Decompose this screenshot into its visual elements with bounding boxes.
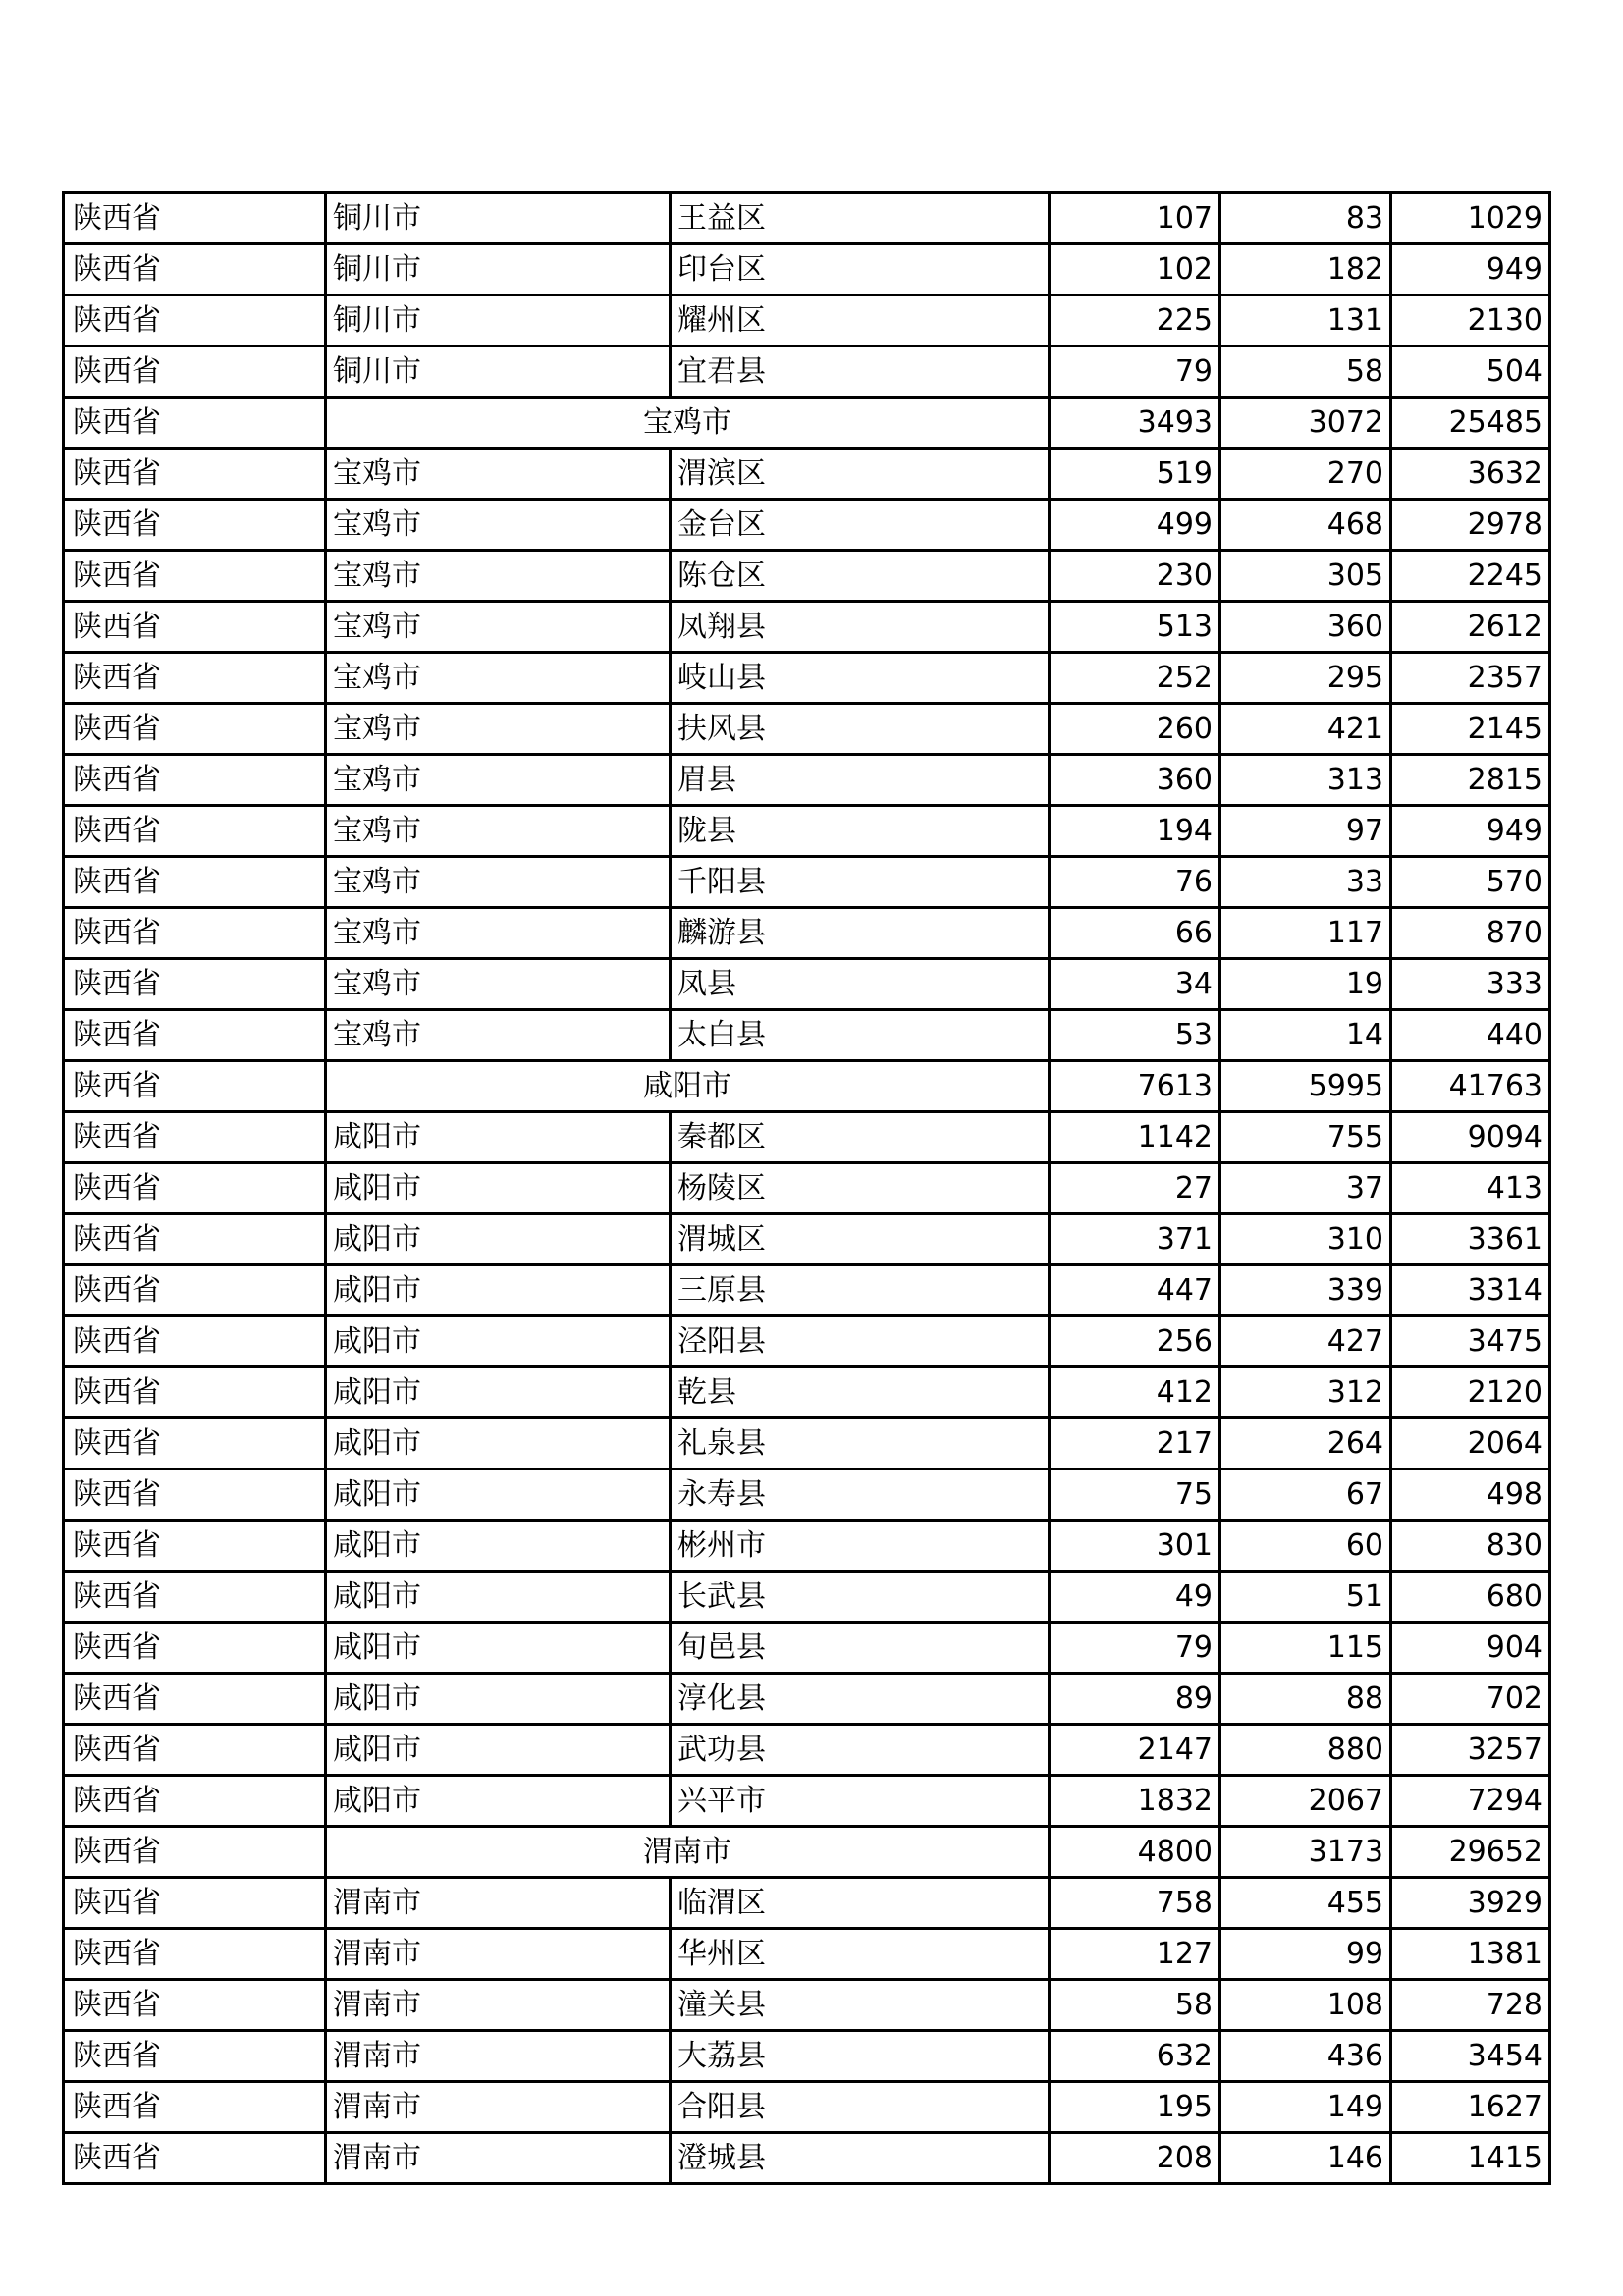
value-cell-3: 25485 — [1391, 398, 1550, 449]
district-cell: 凤县 — [671, 959, 1050, 1010]
city-cell: 咸阳市 — [326, 1367, 671, 1418]
district-cell: 临渭区 — [671, 1878, 1050, 1929]
city-cell: 咸阳市 — [326, 1163, 671, 1214]
value-cell-1: 632 — [1050, 2031, 1220, 2082]
city-cell: 铜川市 — [326, 295, 671, 347]
value-cell-1: 217 — [1050, 1418, 1220, 1469]
table-row — [64, 806, 1550, 857]
value-cell-1: 76 — [1050, 857, 1220, 908]
value-cell-3: 41763 — [1391, 1061, 1550, 1112]
province-cell: 陕西省 — [64, 1623, 326, 1674]
province-cell: 陕西省 — [64, 2082, 326, 2133]
value-cell-3: 3632 — [1391, 449, 1550, 500]
district-cell: 眉县 — [671, 755, 1050, 806]
value-cell-2: 37 — [1220, 1163, 1391, 1214]
value-cell-3: 830 — [1391, 1521, 1550, 1572]
table-row — [64, 1163, 1550, 1214]
value-cell-2: 436 — [1220, 2031, 1391, 2082]
value-cell-3: 1627 — [1391, 2082, 1550, 2133]
province-cell: 陕西省 — [64, 1010, 326, 1061]
value-cell-3: 9094 — [1391, 1112, 1550, 1163]
value-cell-2: 305 — [1220, 551, 1391, 602]
value-cell-1: 499 — [1050, 500, 1220, 551]
value-cell-3: 2612 — [1391, 602, 1550, 653]
district-cell: 合阳县 — [671, 2082, 1050, 2133]
value-cell-2: 295 — [1220, 653, 1391, 704]
value-cell-1: 447 — [1050, 1265, 1220, 1316]
table-row — [64, 1878, 1550, 1929]
value-cell-2: 88 — [1220, 1674, 1391, 1725]
value-cell-1: 79 — [1050, 1623, 1220, 1674]
value-cell-2: 60 — [1220, 1521, 1391, 1572]
value-cell-3: 413 — [1391, 1163, 1550, 1214]
district-cell: 彬州市 — [671, 1521, 1050, 1572]
value-cell-1: 107 — [1050, 193, 1220, 244]
value-cell-3: 702 — [1391, 1674, 1550, 1725]
table-row — [64, 755, 1550, 806]
value-cell-1: 256 — [1050, 1316, 1220, 1367]
value-cell-2: 360 — [1220, 602, 1391, 653]
city-cell: 渭南市 — [326, 1929, 671, 1980]
city-cell: 铜川市 — [326, 193, 671, 244]
province-cell: 陕西省 — [64, 500, 326, 551]
province-cell: 陕西省 — [64, 1827, 326, 1878]
value-cell-2: 97 — [1220, 806, 1391, 857]
province-cell: 陕西省 — [64, 602, 326, 653]
city-cell: 咸阳市 — [326, 1214, 671, 1265]
district-cell: 长武县 — [671, 1572, 1050, 1623]
value-cell-3: 2245 — [1391, 551, 1550, 602]
value-cell-2: 51 — [1220, 1572, 1391, 1623]
district-cell: 千阳县 — [671, 857, 1050, 908]
table-row — [64, 551, 1550, 602]
table-row — [64, 1521, 1550, 1572]
value-cell-3: 1381 — [1391, 1929, 1550, 1980]
district-cell: 金台区 — [671, 500, 1050, 551]
table-row — [64, 959, 1550, 1010]
value-cell-3: 949 — [1391, 244, 1550, 295]
value-cell-3: 680 — [1391, 1572, 1550, 1623]
province-cell: 陕西省 — [64, 347, 326, 398]
table-row — [64, 1929, 1550, 1980]
city-cell: 咸阳市 — [326, 1265, 671, 1316]
province-cell: 陕西省 — [64, 1929, 326, 1980]
table-row — [64, 1010, 1550, 1061]
value-cell-1: 27 — [1050, 1163, 1220, 1214]
value-cell-1: 252 — [1050, 653, 1220, 704]
district-cell: 大荔县 — [671, 2031, 1050, 2082]
province-cell: 陕西省 — [64, 1367, 326, 1418]
table-row — [64, 653, 1550, 704]
table-row — [64, 2031, 1550, 2082]
value-cell-3: 728 — [1391, 1980, 1550, 2031]
value-cell-2: 115 — [1220, 1623, 1391, 1674]
province-cell: 陕西省 — [64, 959, 326, 1010]
table-row — [64, 1316, 1550, 1367]
city-cell: 渭南市 — [326, 1878, 671, 1929]
value-cell-1: 102 — [1050, 244, 1220, 295]
district-cell: 凤翔县 — [671, 602, 1050, 653]
value-cell-2: 421 — [1220, 704, 1391, 755]
value-cell-3: 3475 — [1391, 1316, 1550, 1367]
city-cell: 咸阳市 — [326, 1776, 671, 1827]
district-cell: 三原县 — [671, 1265, 1050, 1316]
province-cell: 陕西省 — [64, 857, 326, 908]
value-cell-1: 301 — [1050, 1521, 1220, 1572]
district-cell: 岐山县 — [671, 653, 1050, 704]
subtotal-row — [64, 1061, 1550, 1112]
province-cell: 陕西省 — [64, 755, 326, 806]
district-cell: 印台区 — [671, 244, 1050, 295]
district-cell: 兴平市 — [671, 1776, 1050, 1827]
value-cell-3: 949 — [1391, 806, 1550, 857]
city-cell: 铜川市 — [326, 244, 671, 295]
value-cell-3: 440 — [1391, 1010, 1550, 1061]
city-cell: 宝鸡市 — [326, 449, 671, 500]
value-cell-1: 7613 — [1050, 1061, 1220, 1112]
value-cell-2: 182 — [1220, 244, 1391, 295]
province-cell: 陕西省 — [64, 1214, 326, 1265]
city-cell: 渭南市 — [326, 2031, 671, 2082]
table-row — [64, 449, 1550, 500]
district-cell: 淳化县 — [671, 1674, 1050, 1725]
city-cell: 咸阳市 — [326, 1112, 671, 1163]
district-cell: 陈仓区 — [671, 551, 1050, 602]
district-cell: 太白县 — [671, 1010, 1050, 1061]
city-cell: 宝鸡市 — [326, 1010, 671, 1061]
value-cell-1: 66 — [1050, 908, 1220, 959]
value-cell-3: 2357 — [1391, 653, 1550, 704]
table-row — [64, 1980, 1550, 2031]
table-row — [64, 2082, 1550, 2133]
table-row — [64, 2133, 1550, 2184]
district-cell: 礼泉县 — [671, 1418, 1050, 1469]
value-cell-2: 270 — [1220, 449, 1391, 500]
province-cell: 陕西省 — [64, 1112, 326, 1163]
table-row — [64, 908, 1550, 959]
table-row — [64, 857, 1550, 908]
value-cell-1: 758 — [1050, 1878, 1220, 1929]
table-row — [64, 1725, 1550, 1776]
table-row — [64, 1776, 1550, 1827]
value-cell-2: 99 — [1220, 1929, 1391, 1980]
subtotal-row — [64, 398, 1550, 449]
value-cell-1: 58 — [1050, 1980, 1220, 2031]
value-cell-2: 108 — [1220, 1980, 1391, 2031]
province-cell: 陕西省 — [64, 295, 326, 347]
value-cell-2: 146 — [1220, 2133, 1391, 2184]
table-row — [64, 1572, 1550, 1623]
district-cell: 乾县 — [671, 1367, 1050, 1418]
value-cell-1: 34 — [1050, 959, 1220, 1010]
statistics-table — [62, 191, 1551, 2185]
value-cell-3: 2064 — [1391, 1418, 1550, 1469]
district-cell: 秦都区 — [671, 1112, 1050, 1163]
value-cell-1: 194 — [1050, 806, 1220, 857]
province-cell: 陕西省 — [64, 806, 326, 857]
city-cell: 咸阳市 — [326, 1623, 671, 1674]
province-cell: 陕西省 — [64, 1061, 326, 1112]
table-row — [64, 1418, 1550, 1469]
table-row — [64, 1623, 1550, 1674]
value-cell-1: 89 — [1050, 1674, 1220, 1725]
value-cell-3: 904 — [1391, 1623, 1550, 1674]
city-cell: 宝鸡市 — [326, 806, 671, 857]
city-subtotal-cell: 渭南市 — [326, 1827, 1050, 1878]
value-cell-1: 208 — [1050, 2133, 1220, 2184]
province-cell: 陕西省 — [64, 193, 326, 244]
district-cell: 旬邑县 — [671, 1623, 1050, 1674]
value-cell-3: 570 — [1391, 857, 1550, 908]
value-cell-2: 264 — [1220, 1418, 1391, 1469]
value-cell-2: 14 — [1220, 1010, 1391, 1061]
table-row — [64, 1367, 1550, 1418]
table-row — [64, 500, 1550, 551]
value-cell-1: 225 — [1050, 295, 1220, 347]
province-cell: 陕西省 — [64, 1163, 326, 1214]
table-row — [64, 244, 1550, 295]
value-cell-3: 7294 — [1391, 1776, 1550, 1827]
value-cell-3: 3257 — [1391, 1725, 1550, 1776]
city-cell: 渭南市 — [326, 1980, 671, 2031]
value-cell-2: 131 — [1220, 295, 1391, 347]
value-cell-1: 371 — [1050, 1214, 1220, 1265]
city-cell: 渭南市 — [326, 2133, 671, 2184]
value-cell-1: 230 — [1050, 551, 1220, 602]
table-row — [64, 1214, 1550, 1265]
table-row — [64, 193, 1550, 244]
value-cell-2: 755 — [1220, 1112, 1391, 1163]
province-cell: 陕西省 — [64, 704, 326, 755]
value-cell-3: 2145 — [1391, 704, 1550, 755]
district-cell: 麟游县 — [671, 908, 1050, 959]
district-cell: 渭滨区 — [671, 449, 1050, 500]
province-cell: 陕西省 — [64, 1572, 326, 1623]
city-cell: 咸阳市 — [326, 1521, 671, 1572]
value-cell-2: 19 — [1220, 959, 1391, 1010]
value-cell-1: 1142 — [1050, 1112, 1220, 1163]
city-cell: 咸阳市 — [326, 1316, 671, 1367]
table-body — [64, 193, 1550, 2184]
value-cell-2: 312 — [1220, 1367, 1391, 1418]
value-cell-2: 427 — [1220, 1316, 1391, 1367]
value-cell-3: 333 — [1391, 959, 1550, 1010]
district-cell: 陇县 — [671, 806, 1050, 857]
province-cell: 陕西省 — [64, 2133, 326, 2184]
value-cell-2: 310 — [1220, 1214, 1391, 1265]
value-cell-3: 29652 — [1391, 1827, 1550, 1878]
province-cell: 陕西省 — [64, 1878, 326, 1929]
value-cell-1: 49 — [1050, 1572, 1220, 1623]
value-cell-2: 5995 — [1220, 1061, 1391, 1112]
value-cell-3: 2978 — [1391, 500, 1550, 551]
value-cell-2: 468 — [1220, 500, 1391, 551]
city-cell: 咸阳市 — [326, 1469, 671, 1521]
subtotal-row — [64, 1827, 1550, 1878]
value-cell-3: 870 — [1391, 908, 1550, 959]
province-cell: 陕西省 — [64, 1469, 326, 1521]
value-cell-2: 880 — [1220, 1725, 1391, 1776]
city-cell: 渭南市 — [326, 2082, 671, 2133]
province-cell: 陕西省 — [64, 1725, 326, 1776]
province-cell: 陕西省 — [64, 1418, 326, 1469]
value-cell-1: 75 — [1050, 1469, 1220, 1521]
value-cell-3: 2130 — [1391, 295, 1550, 347]
city-cell: 咸阳市 — [326, 1418, 671, 1469]
province-cell: 陕西省 — [64, 1776, 326, 1827]
table-row — [64, 1674, 1550, 1725]
city-cell: 宝鸡市 — [326, 653, 671, 704]
value-cell-1: 1832 — [1050, 1776, 1220, 1827]
value-cell-2: 3072 — [1220, 398, 1391, 449]
city-cell: 咸阳市 — [326, 1674, 671, 1725]
table-row — [64, 704, 1550, 755]
value-cell-3: 498 — [1391, 1469, 1550, 1521]
province-cell: 陕西省 — [64, 244, 326, 295]
value-cell-3: 504 — [1391, 347, 1550, 398]
district-cell: 澄城县 — [671, 2133, 1050, 2184]
value-cell-1: 4800 — [1050, 1827, 1220, 1878]
value-cell-2: 83 — [1220, 193, 1391, 244]
province-cell: 陕西省 — [64, 1316, 326, 1367]
value-cell-2: 2067 — [1220, 1776, 1391, 1827]
province-cell: 陕西省 — [64, 398, 326, 449]
district-cell: 杨陵区 — [671, 1163, 1050, 1214]
value-cell-3: 2815 — [1391, 755, 1550, 806]
value-cell-3: 1415 — [1391, 2133, 1550, 2184]
value-cell-1: 3493 — [1050, 398, 1220, 449]
city-cell: 咸阳市 — [326, 1572, 671, 1623]
value-cell-2: 67 — [1220, 1469, 1391, 1521]
city-subtotal-cell: 宝鸡市 — [326, 398, 1050, 449]
value-cell-3: 2120 — [1391, 1367, 1550, 1418]
value-cell-1: 412 — [1050, 1367, 1220, 1418]
district-cell: 永寿县 — [671, 1469, 1050, 1521]
value-cell-3: 1029 — [1391, 193, 1550, 244]
district-cell: 渭城区 — [671, 1214, 1050, 1265]
city-cell: 宝鸡市 — [326, 704, 671, 755]
value-cell-2: 117 — [1220, 908, 1391, 959]
value-cell-3: 3454 — [1391, 2031, 1550, 2082]
province-cell: 陕西省 — [64, 2031, 326, 2082]
province-cell: 陕西省 — [64, 551, 326, 602]
value-cell-1: 260 — [1050, 704, 1220, 755]
value-cell-2: 149 — [1220, 2082, 1391, 2133]
value-cell-3: 3361 — [1391, 1214, 1550, 1265]
district-cell: 潼关县 — [671, 1980, 1050, 2031]
city-cell: 宝鸡市 — [326, 908, 671, 959]
province-cell: 陕西省 — [64, 908, 326, 959]
value-cell-2: 58 — [1220, 347, 1391, 398]
district-cell: 武功县 — [671, 1725, 1050, 1776]
city-cell: 宝鸡市 — [326, 959, 671, 1010]
table-row — [64, 295, 1550, 347]
district-cell: 宜君县 — [671, 347, 1050, 398]
province-cell: 陕西省 — [64, 449, 326, 500]
value-cell-1: 2147 — [1050, 1725, 1220, 1776]
province-cell: 陕西省 — [64, 1980, 326, 2031]
value-cell-2: 313 — [1220, 755, 1391, 806]
value-cell-1: 79 — [1050, 347, 1220, 398]
district-cell: 耀州区 — [671, 295, 1050, 347]
district-cell: 泾阳县 — [671, 1316, 1050, 1367]
city-subtotal-cell: 咸阳市 — [326, 1061, 1050, 1112]
city-cell: 宝鸡市 — [326, 857, 671, 908]
city-cell: 宝鸡市 — [326, 602, 671, 653]
table-row — [64, 1112, 1550, 1163]
district-cell: 华州区 — [671, 1929, 1050, 1980]
city-cell: 咸阳市 — [326, 1725, 671, 1776]
province-cell: 陕西省 — [64, 1674, 326, 1725]
value-cell-3: 3314 — [1391, 1265, 1550, 1316]
district-cell: 扶风县 — [671, 704, 1050, 755]
province-cell: 陕西省 — [64, 1265, 326, 1316]
city-cell: 宝鸡市 — [326, 500, 671, 551]
value-cell-3: 3929 — [1391, 1878, 1550, 1929]
value-cell-2: 33 — [1220, 857, 1391, 908]
city-cell: 铜川市 — [326, 347, 671, 398]
city-cell: 宝鸡市 — [326, 551, 671, 602]
value-cell-1: 53 — [1050, 1010, 1220, 1061]
table-row — [64, 1265, 1550, 1316]
value-cell-1: 127 — [1050, 1929, 1220, 1980]
table-row — [64, 1469, 1550, 1521]
value-cell-2: 455 — [1220, 1878, 1391, 1929]
city-cell: 宝鸡市 — [326, 755, 671, 806]
district-cell: 王益区 — [671, 193, 1050, 244]
value-cell-1: 360 — [1050, 755, 1220, 806]
province-cell: 陕西省 — [64, 653, 326, 704]
province-cell: 陕西省 — [64, 1521, 326, 1572]
table-row — [64, 602, 1550, 653]
table-row — [64, 347, 1550, 398]
value-cell-1: 195 — [1050, 2082, 1220, 2133]
value-cell-2: 3173 — [1220, 1827, 1391, 1878]
value-cell-1: 519 — [1050, 449, 1220, 500]
value-cell-1: 513 — [1050, 602, 1220, 653]
value-cell-2: 339 — [1220, 1265, 1391, 1316]
